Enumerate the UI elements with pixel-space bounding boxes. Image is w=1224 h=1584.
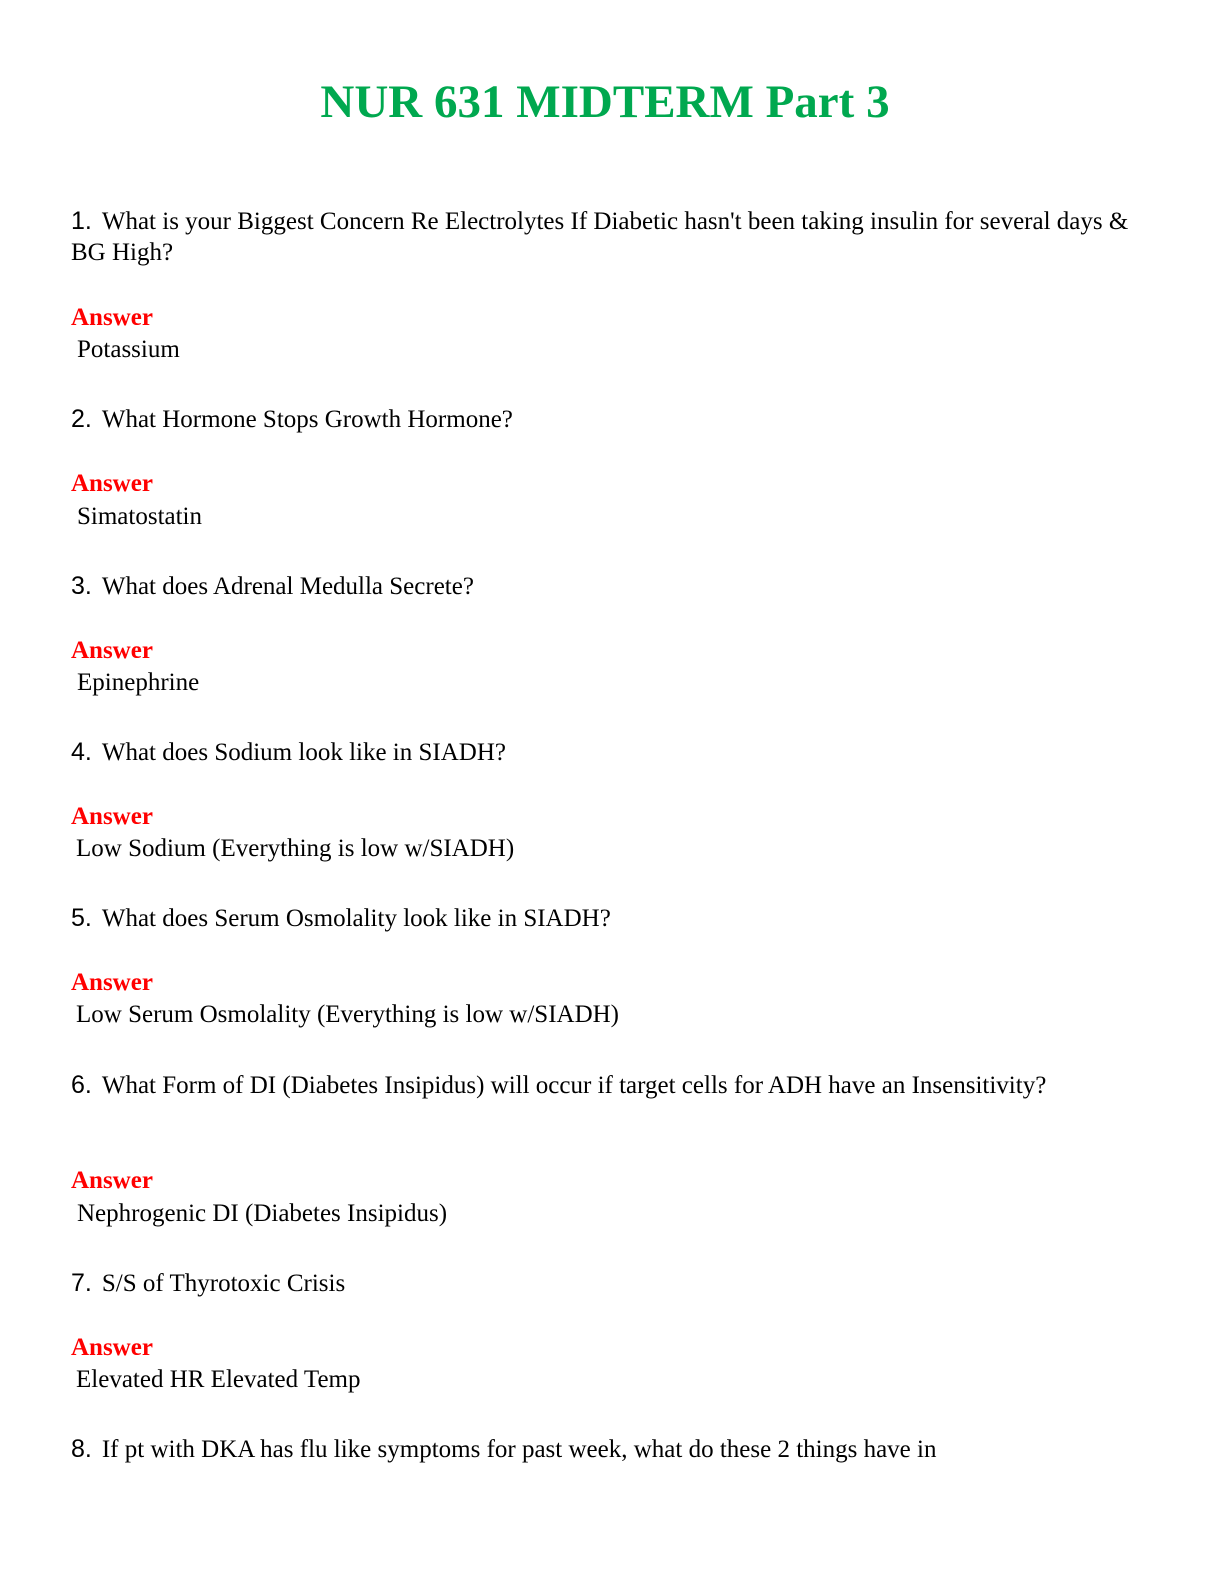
question-number: 8.: [71, 1435, 92, 1463]
question-body: What does Sodium look like in SIADH?: [101, 739, 506, 766]
answer-text: Potassium: [77, 336, 180, 363]
answer-label: Answer: [71, 470, 153, 497]
question-number: 5.: [71, 904, 92, 932]
question-text: [71, 206, 1151, 268]
question-body: S/S of Thyrotoxic Crisis: [101, 1270, 346, 1297]
question-number: 6.: [71, 1071, 92, 1099]
question-number: 2.: [71, 405, 92, 433]
question-item-2: [71, 404, 1151, 530]
answer-text: Simatostatin: [77, 503, 202, 530]
question-item-4: [71, 737, 1151, 862]
answer-label: Answer: [71, 637, 153, 664]
question-item-7: [71, 1268, 1151, 1393]
question-body: What Hormone Stops Growth Hormone?: [101, 406, 513, 433]
question-number: 4.: [71, 738, 92, 766]
question-text: [71, 404, 1151, 435]
question-item-6: [71, 1070, 1151, 1227]
question-body: What Form of DI (Diabetes Insipidus) will occur if target cells for ADH have an Insensitivity?: [101, 1072, 1047, 1099]
question-text: [71, 571, 1151, 602]
question-body: What is your Biggest Concern Re Electrolytes If Diabetic hasn't been taking insulin for several days & BG High?: [71, 208, 1129, 266]
question-body: What does Serum Osmolality look like in SIADH?: [101, 905, 611, 932]
answer-text: Nephrogenic DI (Diabetes Insipidus): [77, 1200, 448, 1227]
question-item-8: [71, 1434, 1151, 1465]
page-title: NUR 631 MIDTERM Part 3: [320, 76, 890, 128]
answer-text: Elevated HR Elevated Temp: [76, 1366, 361, 1393]
question-body: What does Adrenal Medulla Secrete?: [101, 573, 474, 600]
question-number: 7.: [71, 1269, 92, 1297]
question-number: 3.: [71, 572, 92, 600]
answer-text: Low Serum Osmolality (Everything is low w/SIADH): [76, 1001, 620, 1028]
answer-label: Answer: [71, 304, 153, 331]
answer-text: Epinephrine: [77, 669, 200, 696]
answer-label: Answer: [71, 1334, 153, 1361]
answer-text: Low Sodium (Everything is low w/SIADH): [76, 835, 515, 862]
question-text: [71, 1434, 1151, 1465]
question-number: 1.: [71, 207, 92, 235]
answer-label: Answer: [71, 969, 153, 996]
answer-label: Answer: [71, 1167, 153, 1194]
answer-label: Answer: [71, 803, 153, 830]
question-text: [71, 737, 1151, 768]
question-text: [71, 903, 1151, 934]
question-item-1: [71, 206, 1151, 363]
question-text: [71, 1268, 1151, 1299]
question-item-5: [71, 903, 1151, 1028]
question-item-3: [71, 571, 1151, 696]
question-body: If pt with DKA has flu like symptoms for past week, what do these 2 things have in: [101, 1436, 937, 1463]
question-text: [71, 1070, 1151, 1101]
